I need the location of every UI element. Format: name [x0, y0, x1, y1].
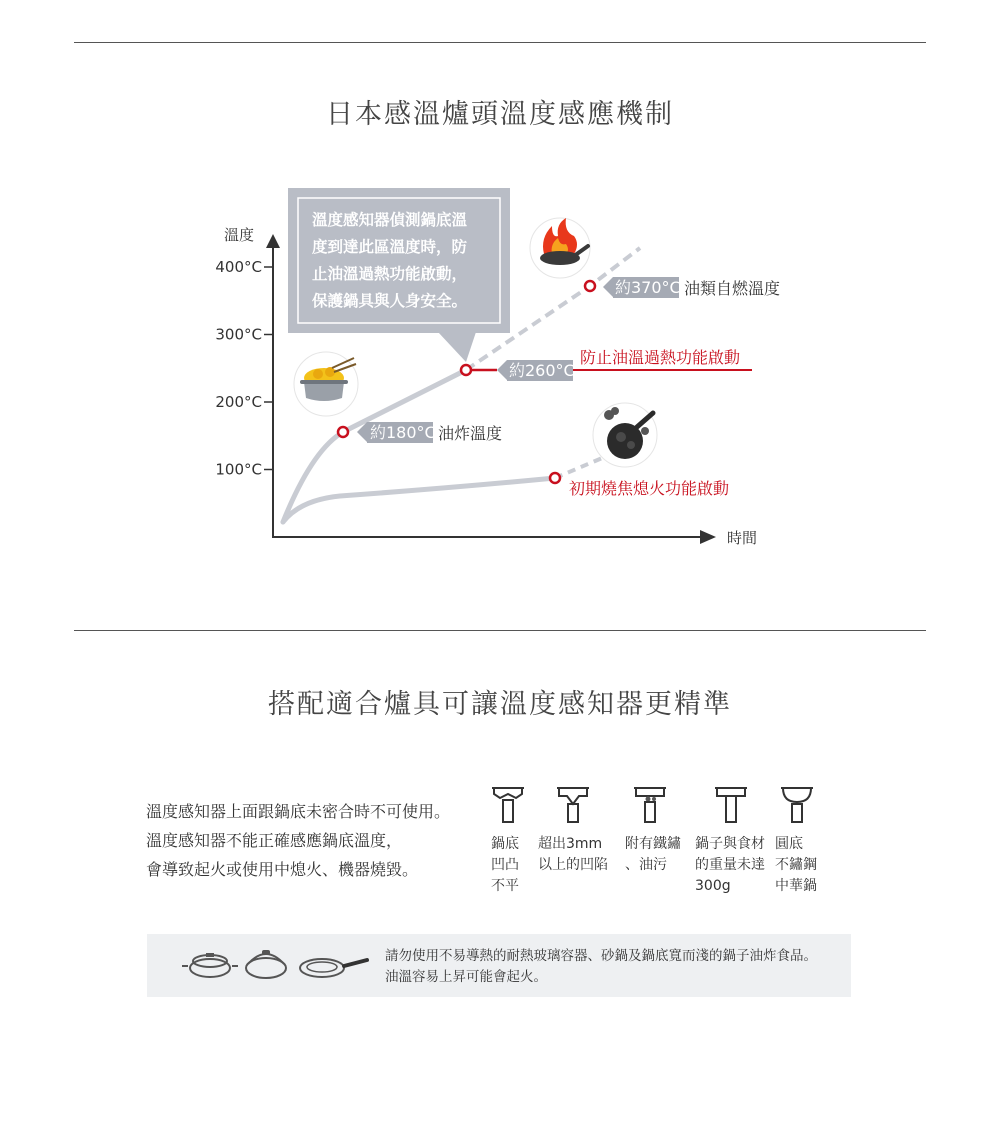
- x-axis-arrow: [700, 530, 716, 544]
- condition-uneven: [488, 780, 528, 894]
- rusty-pan-icon: [630, 780, 670, 830]
- label-protect: 防止油溫過熱功能啟動: [580, 348, 741, 367]
- condition-weight: [695, 780, 765, 894]
- fire-pan-icon: [530, 218, 590, 278]
- y-tick-label: 100°C: [215, 460, 262, 479]
- y-ticks: [215, 258, 273, 479]
- point-260: [461, 365, 471, 375]
- tag-370: [603, 277, 681, 298]
- middle-divider: [74, 630, 926, 631]
- y-tick-label: 300°C: [215, 325, 262, 344]
- glass-pot-icon: [182, 953, 238, 977]
- round-wok-icon: [777, 780, 817, 830]
- condition-wok-label: 圓底 不鏽鋼 中華鍋: [775, 836, 817, 894]
- cookware-warning: [147, 934, 851, 997]
- point-370: [585, 281, 595, 291]
- warning-text: [385, 946, 817, 988]
- point-100: [550, 473, 560, 483]
- label-oil-fry: 油炸溫度: [438, 424, 503, 443]
- y-axis-label: 溫度: [224, 226, 255, 244]
- condition-dent: [538, 780, 608, 873]
- condition-wok: [775, 780, 817, 894]
- usage-notes: [146, 797, 450, 884]
- y-axis-arrow: [266, 234, 280, 248]
- fry-pot-icon: [294, 352, 358, 416]
- callout-line-1: 溫度感知器偵測鍋底溫: [312, 211, 468, 229]
- uneven-bottom-pan-icon: [488, 780, 528, 830]
- label-initial-burn: 初期燒焦熄火功能啟動: [569, 479, 730, 498]
- low-curve-solid: [283, 478, 555, 522]
- temperature-chart: [0, 170, 1000, 570]
- callout-line-4: 保護鍋具與人身安全。: [312, 292, 468, 310]
- warning-line-1: 請勿使用不易導熱的耐熱玻璃容器、砂鍋及鍋底寬而淺的鍋子油炸食品。: [385, 948, 817, 964]
- tag-260: [471, 360, 575, 381]
- burnt-pan-icon: [593, 403, 657, 467]
- y-tick-label: 200°C: [215, 393, 262, 411]
- clay-pot-icon: [246, 950, 286, 978]
- shallow-pan-icon: [300, 959, 367, 977]
- cookware-icons: [177, 934, 377, 997]
- tag-260-text: 約260°C: [509, 361, 575, 380]
- section1-title: 日本感溫爐頭溫度感應機制: [326, 99, 674, 130]
- sensor-callout: [288, 188, 510, 362]
- top-divider: [74, 42, 926, 43]
- label-autoignite: 油類自燃溫度: [684, 279, 781, 298]
- condition-uneven-label: 鍋底 凹凸 不平: [491, 836, 519, 894]
- condition-dent-label: 超出3mm 以上的凹陷: [538, 836, 608, 873]
- tag-180-text: 約180°C: [370, 423, 436, 442]
- x-axis-label: 時間: [727, 529, 758, 547]
- callout-line-3: 止油溫過熱功能啟動，: [312, 265, 468, 283]
- note-line-1: 溫度感知器上面跟鍋底未密合時不可使用。: [146, 802, 451, 821]
- y-tick-label: 400°C: [215, 258, 262, 276]
- tag-370-text: 約370°C: [615, 278, 681, 297]
- callout-line-2: 度到達此區溫度時，防: [312, 238, 468, 256]
- condition-rust-label: 附有鐵鏽 、油污: [625, 836, 681, 873]
- section2-title: 搭配適合爐具可讓溫度感知器更精準: [268, 689, 732, 720]
- condition-rust: [625, 780, 681, 873]
- point-180: [338, 427, 348, 437]
- dented-pan-icon: [553, 780, 593, 830]
- tag-180: [357, 422, 436, 443]
- light-pan-icon: [711, 780, 751, 830]
- note-line-3: 會導致起火或使用中熄火、機器燒毀。: [146, 860, 419, 879]
- warning-line-2: 油溫容易上昇可能會起火。: [385, 969, 547, 985]
- condition-weight-label: 鍋子與食材 的重量未達 300g: [695, 836, 765, 894]
- note-line-2: 溫度感知器不能正確感應鍋底溫度，: [146, 831, 403, 850]
